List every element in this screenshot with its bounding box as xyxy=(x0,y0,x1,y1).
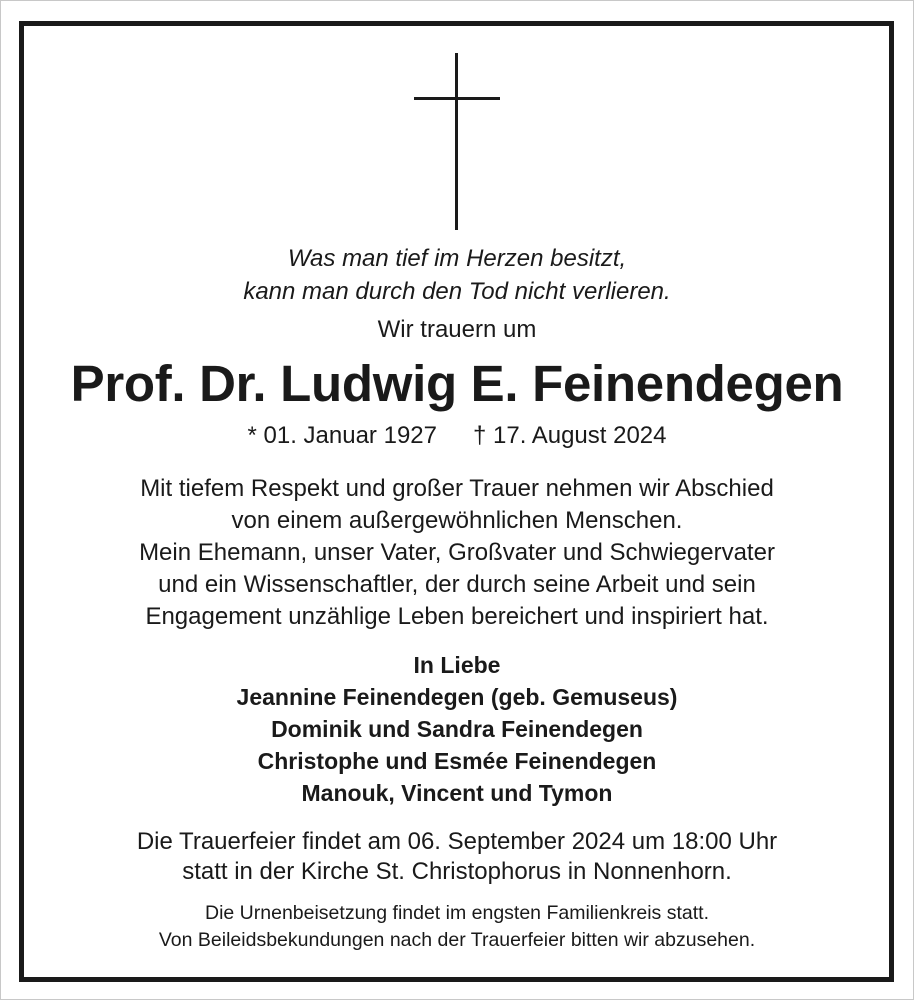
quote-line-1: Was man tief im Herzen besitzt, xyxy=(287,245,627,272)
birth-date: * 01. Januar 1927 xyxy=(247,422,437,449)
family-member: Manouk, Vincent und Tymon xyxy=(301,780,613,806)
note-line-1: Die Urnenbeisetzung findet im engsten Familienkreis statt. xyxy=(205,902,709,924)
tribute-line-4: und ein Wissenschaftler, der durch seine Arbeit und sein xyxy=(158,571,756,598)
cross-icon xyxy=(414,53,500,230)
family-member: Dominik und Sandra Feinendegen xyxy=(271,716,643,742)
note-line-2: Von Beileidsbekundungen nach der Trauerfeier bitten wir abzusehen. xyxy=(158,929,756,951)
tribute-line-5: Engagement unzählige Leben bereichert und inspiriert hat. xyxy=(145,603,769,630)
quote-line-2: kann man durch den Tod nicht verlieren. xyxy=(243,278,671,305)
service-line-2: statt in der Kirche St. Christophorus in Nonnenhorn. xyxy=(182,858,732,885)
family-heading: In Liebe xyxy=(413,652,501,678)
service-line-1: Die Trauerfeier findet am 06. September 2024 um 18:00 Uhr xyxy=(136,828,778,855)
deceased-name: Prof. Dr. Ludwig E. Feinendegen xyxy=(70,355,844,412)
intro-text: Wir trauern um xyxy=(377,316,537,343)
tribute-line-3: Mein Ehemann, unser Vater, Großvater und Schwiegervater xyxy=(139,539,775,566)
family-member: Jeannine Feinendegen (geb. Gemuseus) xyxy=(236,684,678,710)
tribute-line-1: Mit tiefem Respekt und großer Trauer nehmen wir Abschied xyxy=(140,475,774,502)
tribute-line-2: von einem außergewöhnlichen Menschen. xyxy=(231,507,683,534)
death-date: † 17. August 2024 xyxy=(472,422,667,449)
life-dates xyxy=(0,420,914,452)
family-member: Christophe und Esmée Feinendegen xyxy=(257,748,657,774)
